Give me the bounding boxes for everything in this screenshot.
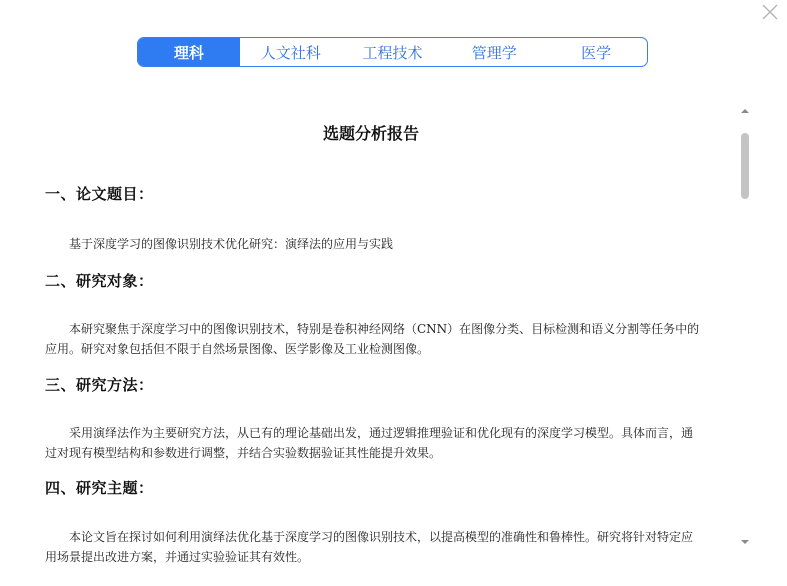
tab-engineering[interactable]: 工程技术 — [362, 43, 423, 62]
tab-humanities[interactable]: 人文社科 — [260, 43, 321, 62]
scrollbar-thumb[interactable] — [741, 133, 749, 199]
triangle-up-icon — [738, 101, 752, 120]
triangle-down-icon — [738, 532, 752, 551]
section-heading-method: 三、研究方法： — [45, 376, 154, 394]
report-title: 选题分析报告 — [322, 124, 419, 143]
section-body-method: 采用演绎法作为主要研究方法，从已有的理论基础出发，通过逻辑推理验证和优化现有的深度学习模型。具体而言，通过对现有模型结构和参数进行调整，并结合实验数据验证其性能提升效果。 — [45, 426, 694, 460]
report-content[interactable] — [0, 95, 736, 564]
section-heading-theme: 四、研究主题： — [45, 479, 154, 497]
section-heading-object: 二、研究对象： — [45, 272, 154, 290]
section-body-theme: 本论文旨在探讨如何利用演绎法优化基于深度学习的图像识别技术，以提高模型的准确性和鲁棒性。研究将针对特定应用场景提出改进方案，并通过实验验证其有效性。 — [45, 530, 694, 564]
section-heading-topic: 一、论文题目： — [45, 185, 154, 203]
tab-medicine[interactable]: 医学 — [581, 43, 612, 62]
close-button[interactable] — [760, 2, 780, 22]
tab-management[interactable]: 管理学 — [471, 43, 517, 62]
scroll-down-button[interactable] — [738, 532, 752, 542]
close-icon — [760, 2, 780, 22]
section-body-object: 本研究聚焦于深度学习中的图像识别技术，特别是卷积神经网络（CNN）在图像分类、目标检测和语义分割等任务中的应用。研究对象包括但不限于自然场景图像、医学影像及工业检测图像。 — [45, 322, 700, 356]
subject-tabs — [137, 37, 648, 67]
section-body-topic: 基于深度学习的图像识别技术优化研究：演绎法的应用与实践 — [69, 237, 394, 251]
tab-science[interactable]: 理科 — [138, 38, 240, 66]
scroll-up-button[interactable] — [738, 101, 752, 111]
